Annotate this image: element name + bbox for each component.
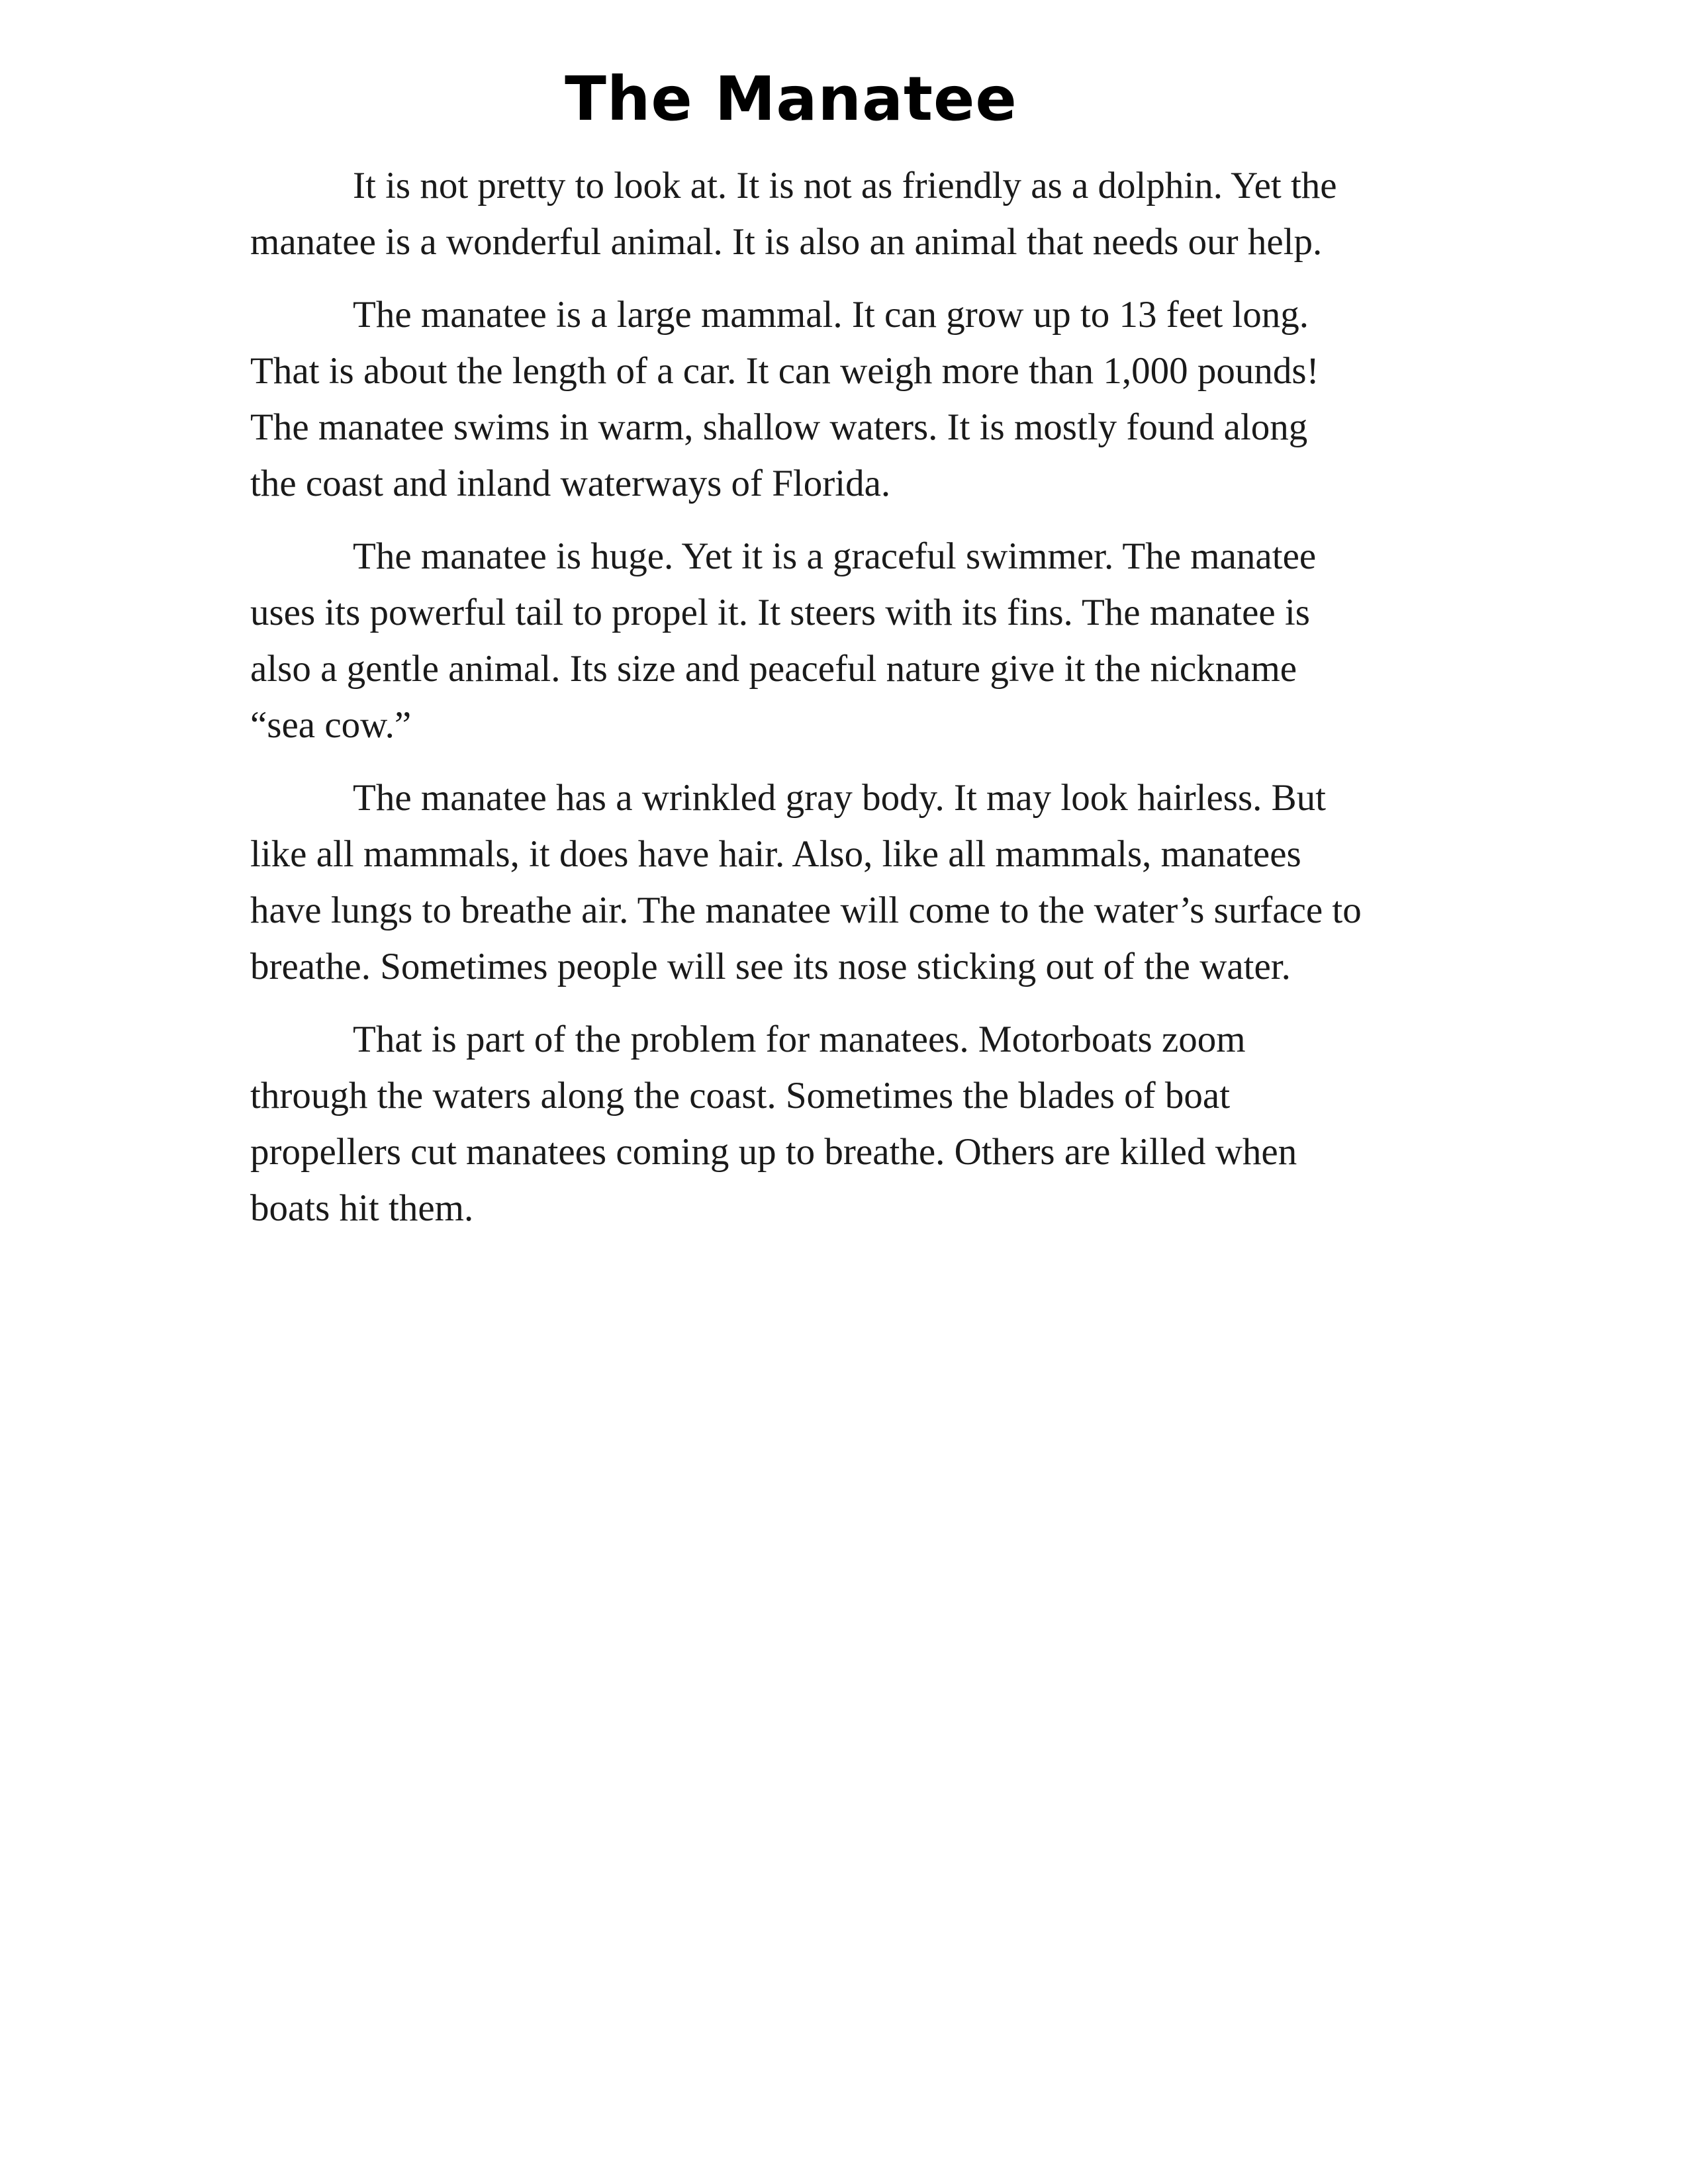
paragraph-4: The manatee has a wrinkled gray body. It may look hairless. But like all mammals, it does have hair. Also, like all mammals, manatees have lungs to breathe air. The manatee will come to the water’s surface to breathe. Sometimes people will see its nose sticking out of the water.: [250, 777, 1362, 987]
paragraph-5: That is part of the problem for manatees. Motorboats zoom through the waters along the coast. Sometimes the blades of boat propellers cut manatees coming up to breathe. Others are killed when boats hit them.: [250, 1019, 1297, 1229]
article-body: [250, 158, 1362, 1253]
paragraph-2: The manatee is a large mammal. It can grow up to 13 feet long. That is about the length of a car. It can weigh more than 1,000 pounds! The manatee swims in warm, shallow waters. It is mostly found along the coast and inland waterways of Florida.: [250, 294, 1319, 504]
page-title: The Manatee: [565, 64, 1017, 134]
paragraph-3: The manatee is huge. Yet it is a graceful swimmer. The manatee uses its powerful tail to propel it. It steers with its fins. The manatee is also a gentle animal. Its size and peaceful nature give it the nickname “sea cow.”: [250, 535, 1317, 746]
paragraph-1: It is not pretty to look at. It is not as friendly as a dolphin. Yet the manatee is a wonderful animal. It is also an animal that needs our help.: [250, 165, 1337, 263]
